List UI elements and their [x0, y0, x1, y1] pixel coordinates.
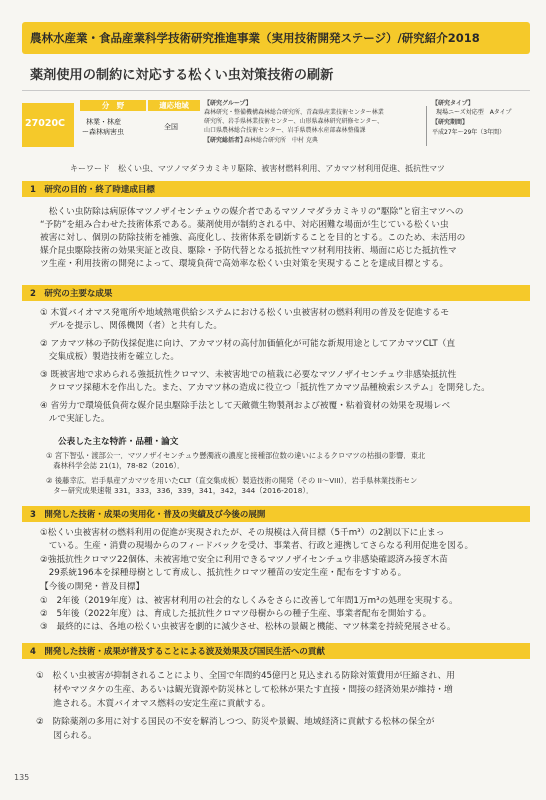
group-label: 【研究グループ】 [204, 100, 252, 107]
type-value: 現場ニーズ対応型 Aタイプ [436, 109, 512, 116]
section-1-heading [22, 181, 530, 197]
group-line-1: 森林研究・整備機構森林総合研究所、青森県産業技術センター林業 [204, 109, 384, 116]
field-value-2: ー森林病害虫 [82, 128, 124, 136]
section-1-heading-text: 1 研究の目的・終了時達成目標 [30, 185, 155, 195]
field-value-1: 林業・林産 [86, 118, 121, 126]
patents-heading: 公表した主な特許・品種・論文 [58, 437, 179, 447]
s4-line-3: 進される。木質バイオマス燃料の安定生産に貢献する。 [36, 699, 271, 709]
patent-2-line-2: ター研究成果速報 331，333，336，339，341，342，344（2016-2018）． [46, 486, 314, 495]
project-code: 27020C [25, 118, 66, 129]
s2-line-6: クロマツ採穂木を作出した。また、アカマツ林の造成に役立つ「抵抗性アカマツ品種検索システム」を開発した。 [40, 383, 490, 393]
lead-name: 森林総合研究所 中村 克典 [244, 137, 318, 144]
s1-line-5: ツ生産・利用技術の開発によって、環境負荷で高効率な松くい虫対策を実現することを達成目標とする。 [40, 259, 449, 269]
s2-line-2: デルを提示し、関係機関（者）と共有した。 [40, 321, 223, 331]
s4-line-1: ① 松くい虫被害が抑制されることにより、全国で年間約45億円と見込まれる防除対策費用が圧縮され、用 [36, 671, 455, 681]
section-4-heading [22, 643, 530, 659]
s3-line-1: ①松くい虫被害材の燃料利用の促進が実現されたが、その規模は入荷目標（5千m³）の2割以下に止まっ [40, 528, 445, 538]
s3-line-4: 29系統196本を採種母樹として育成し、抵抗性クロマツ種苗の安定生産・配布をすすめる。 [40, 568, 407, 578]
s2-line-8: ルで実証した。 [40, 414, 110, 424]
s2-line-7: ④ 省労力で環境低負荷な媒介昆虫駆除手法として天敵微生物製剤および被覆・粘着資材の効果を現場レベ [40, 401, 451, 411]
section-2-heading [22, 285, 530, 301]
plan-heading: 【今後の開発・普及目標】 [40, 582, 145, 592]
patent-1-line-1: ① 宮下智弘・渡部公一．マツノザイセンチュウ懸濁液の濃度と接種部位数の違いによるクロマツの枯損の影響．東北 [46, 451, 426, 460]
type-label: 【研究タイプ】 [432, 100, 474, 107]
project-info [22, 96, 530, 156]
patent-2-line-1: ② 後藤幸広．岩手県産アカマツを用いたCLT（直交集成板）製造技術の開発（その II～VIII）．岩手県林業技術セン [46, 476, 418, 485]
header-banner [22, 22, 530, 54]
s1-line-3: 被害に対し、個別の防除技術を補強、高度化し、技術体系を刷新することを目的とする。このため、未活用の [40, 233, 466, 243]
s2-line-1: ① 木質バイオマス発電所や地域熱電供給システムにおける松くい虫被害材の燃料利用の普及を促進するモ [40, 308, 450, 318]
section-3-heading [22, 506, 530, 522]
s4-line-2: 材やマツタケの生産、あるいは観光資源や防災林として松林が果たす直接・間接の経済効果が維持・増 [36, 685, 453, 695]
s4-line-4: ② 防除薬剤の多用に対する国民の不安を解消しつつ、防災や景観、地域経済に貢献する松林の保全が [36, 717, 435, 727]
s4-line-5: 図られる。 [36, 731, 97, 741]
s1-line-2: “予防”を組み合わせた技術体系である。薬剤使用が制約される中、対応困難な場面が生じている松くい虫 [40, 220, 449, 230]
s1-line-1: 松くい虫防除は病原体マツノザイセンチュウの媒介者であるマツノマダラカミキリの“駆除”と宿主マツへの [40, 207, 464, 217]
s3-line-3: ②強抵抗性クロマツ22個体、未被害地で安全に利用できるマツノザイセンチュウ非感染確認済み接ぎ木苗 [40, 555, 448, 565]
section-2-heading-text: 2 研究の主要な成果 [30, 289, 113, 299]
group-line-3: 山口県農林総合技術センター、岩手県農林水産部森林整備課 [204, 127, 366, 134]
s1-line-4: 媒介昆虫駆除技術の効果実証と改良、駆除・予防代替となる抵抗性マツ材利用技術、場面に応じた抵抗性マ [40, 246, 457, 256]
group-line-2: 研究所、岩手県林業技術センター、山形県森林研究研修センター、 [204, 118, 384, 125]
field-header: 分 野 [80, 100, 146, 111]
keywords: キーワード 松くい虫、マツノマダラカミキリ駆除、被害材燃料利用、アカマツ材利用促進、抵抗性マツ [70, 164, 445, 173]
project-code-box [22, 103, 74, 147]
lead-label: 【研究総括者】 [204, 137, 247, 144]
plan-line-1: ① 2年後（2019年度）は、被害材利用の社会的なしくみをさらに改善して年間1万m³の処理を実現する。 [40, 596, 458, 606]
s2-line-4: 交集成板）製造技術を確立した。 [40, 352, 179, 362]
page-number: 135 [14, 773, 30, 782]
region-header: 適応地域 [148, 100, 200, 111]
plan-line-3: ③ 最終的には、各地の松くい虫被害を劇的に減少させ、松林の景観と機能、マツ林業を持続発展させる。 [40, 622, 456, 632]
title-divider [22, 90, 530, 91]
info-divider [426, 106, 427, 146]
period-label: 【研究期間】 [432, 119, 469, 126]
page-title: 薬剤使用の制約に対応する松くい虫対策技術の刷新 [30, 68, 334, 83]
s3-line-2: ている。生産・消費の現場からのフィードバックを受け、事業者、行政と連携してさらなる利用促進を図る。 [40, 541, 474, 551]
section-3-heading-text: 3 開発した技術・成果の実用化・普及の実績及び今後の展開 [30, 510, 266, 520]
s2-line-5: ③ 既被害地で求められる強抵抗性クロマツ、未被害地での植栽に必要なマツノザイセンチュウ非感染抵抗性 [40, 370, 457, 380]
plan-line-2: ② 5年後（2022年度）は、育成した抵抗性クロマツ母樹からの種子生産、事業者配布を開始する。 [40, 609, 432, 619]
header-banner-text: 農林水産業・食品産業科学技術研究推進事業（実用技術開発ステージ）/研究紹介2018 [30, 31, 480, 45]
s2-line-3: ② アカマツ林の予防伐採促進に向け、アカマツ材の高付加価値化が可能な新規用途としてアカマツCLT（直 [40, 339, 456, 349]
region-value: 全国 [164, 123, 178, 131]
patent-1-line-2: 森林科学会誌 21(1)，78-82（2016）． [46, 461, 185, 470]
section-4-heading-text: 4 開発した技術・成果が普及することによる波及効果及び国民生活への貢献 [30, 647, 325, 657]
period-value: 平成27年～29年（3年間） [432, 129, 506, 136]
